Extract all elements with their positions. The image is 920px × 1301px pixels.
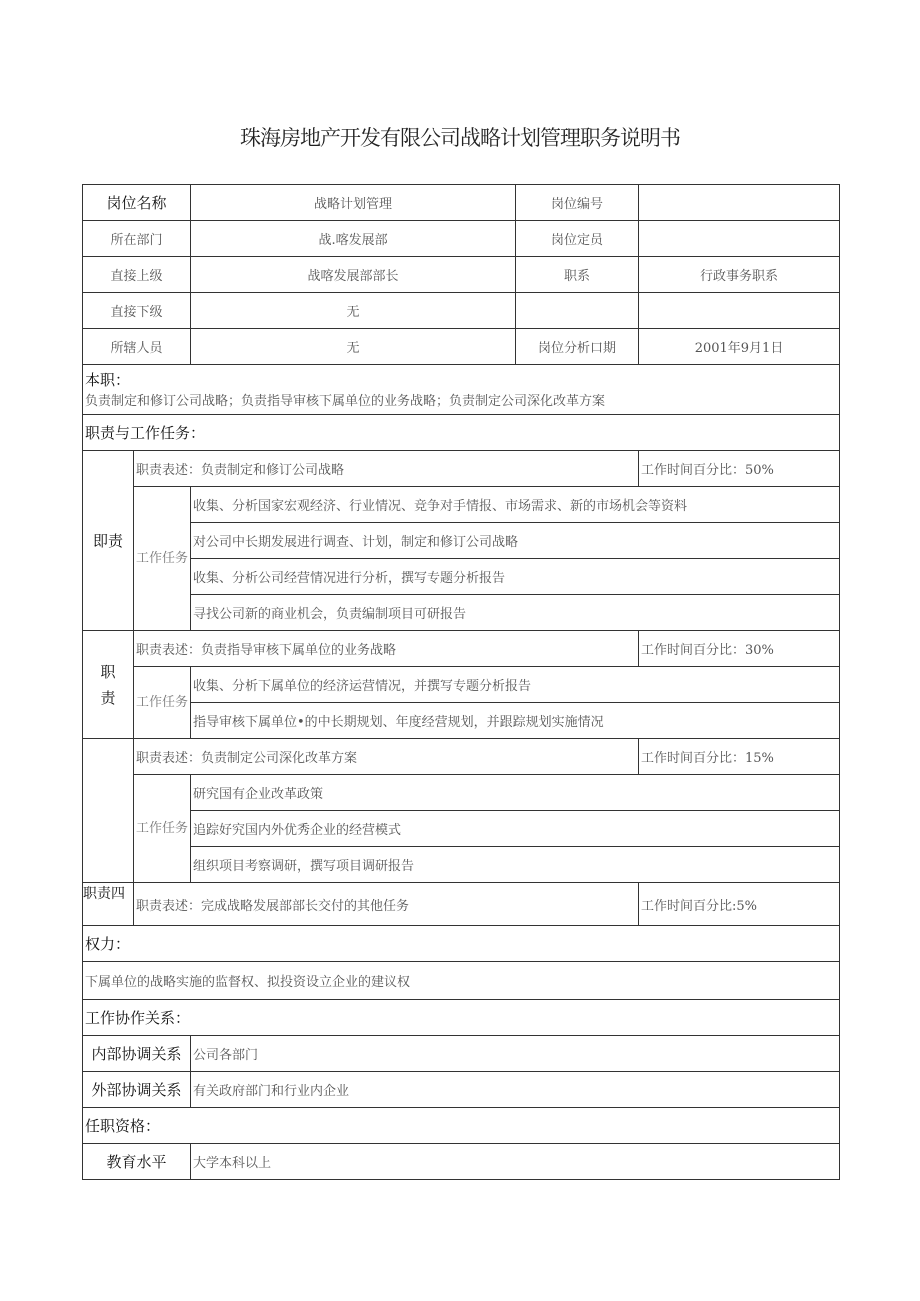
info-row bbox=[83, 257, 840, 293]
duty-name: 即责 bbox=[83, 451, 134, 631]
page-title: 珠海房地产开发有限公司战略计划管理职务说明书 bbox=[240, 126, 680, 150]
external-value: 有关政府部门和行业内企业 bbox=[191, 1072, 840, 1108]
education-value: 大学本科以上 bbox=[191, 1144, 840, 1180]
task-item: 追踪好究国内外优秀企业的经营模式 bbox=[191, 811, 840, 847]
info-value bbox=[639, 221, 840, 257]
info-label: 职系 bbox=[516, 257, 639, 293]
info-label: 岗位定员 bbox=[516, 221, 639, 257]
education-label: 教育水平 bbox=[83, 1144, 191, 1180]
main-duty-row bbox=[83, 365, 840, 415]
info-value: 战喀发展部部长 bbox=[191, 257, 516, 293]
duty-name: 职责 bbox=[83, 631, 134, 739]
info-row bbox=[83, 185, 840, 221]
info-label: 所在部门 bbox=[83, 221, 191, 257]
info-label bbox=[516, 293, 639, 329]
duties-label: 职责与工作任务： bbox=[83, 415, 840, 451]
internal-label: 内部协调关系 bbox=[83, 1036, 191, 1072]
info-label: 所辖人员 bbox=[83, 329, 191, 365]
duty-percentage: 工作时间百分比：30% bbox=[639, 631, 840, 667]
info-label: 直接下级 bbox=[83, 293, 191, 329]
task-item: 收集、分析公司经营情况进行分析，撰写专题分析报告 bbox=[191, 559, 840, 595]
info-label: 岗位编号 bbox=[516, 185, 639, 221]
duty-statement: 职责表述：负责制定和修订公司战略 bbox=[134, 451, 639, 487]
power-label: 权力： bbox=[83, 926, 840, 962]
duty-name: 职责四 bbox=[83, 883, 134, 926]
task-label: 工作任务 bbox=[134, 667, 191, 739]
duty-name bbox=[83, 739, 134, 883]
duty-statement: 职责表述：完成战略发展部部长交付的其他任务 bbox=[134, 883, 639, 926]
job-description-table bbox=[82, 184, 840, 1180]
info-label: 直接上级 bbox=[83, 257, 191, 293]
task-label: 工作任务 bbox=[134, 487, 191, 631]
info-value: 行政事务职系 bbox=[639, 257, 840, 293]
task-item: 寻找公司新的商业机会，负责编制项目可研报告 bbox=[191, 595, 840, 631]
duty-statement: 职责表述：负责制定公司深化改革方案 bbox=[134, 739, 639, 775]
task-item: 研究国有企业改革政策 bbox=[191, 775, 840, 811]
task-item: 对公司中长期发展进行调查、计划，制定和修订公司战略 bbox=[191, 523, 840, 559]
external-label: 外部协调关系 bbox=[83, 1072, 191, 1108]
task-item: 收集、分析国家宏观经济、行业情况、竞争对手情报、市场需求、新的市场机会等资料 bbox=[191, 487, 840, 523]
info-value bbox=[639, 293, 840, 329]
duty-percentage: 工作时间百分比:5% bbox=[639, 883, 840, 926]
info-value: 无 bbox=[191, 329, 516, 365]
relations-label: 工作协作关系： bbox=[83, 1000, 840, 1036]
info-value: 无 bbox=[191, 293, 516, 329]
task-label: 工作任务 bbox=[134, 775, 191, 883]
info-row bbox=[83, 221, 840, 257]
task-item: 指导审核下属单位•的中长期规划、年度经营规划，并跟踪规划实施情况 bbox=[191, 703, 840, 739]
info-value: 战.喀发展部 bbox=[191, 221, 516, 257]
internal-value: 公司各部门 bbox=[191, 1036, 840, 1072]
main-duty-label: 本职： bbox=[85, 371, 131, 389]
main-duty-text: 负责制定和修订公司战略；负责指导审核下属单位的业务战略；负责制定公司深化改革方案 bbox=[85, 394, 606, 409]
info-label: 岗位分析口期 bbox=[516, 329, 639, 365]
info-value: 战略计划管理 bbox=[191, 185, 516, 221]
qualification-label: 任职资格： bbox=[83, 1108, 840, 1144]
duty-percentage: 工作时间百分比：15% bbox=[639, 739, 840, 775]
info-label: 岗位名称 bbox=[83, 185, 191, 221]
task-item: 组织项目考察调研，撰写项目调研报告 bbox=[191, 847, 840, 883]
info-row bbox=[83, 293, 840, 329]
task-item: 收集、分析下属单位的经济运营情况，并撰写专题分析报告 bbox=[191, 667, 840, 703]
power-text: 下属单位的战略实施的监督权、拟投资设立企业的建议权 bbox=[83, 962, 840, 1000]
info-row bbox=[83, 329, 840, 365]
duty-percentage: 工作时间百分比：50% bbox=[639, 451, 840, 487]
info-value bbox=[639, 185, 840, 221]
duty-statement: 职责表述：负责指导审核下属单位的业务战略 bbox=[134, 631, 639, 667]
info-value: 2001年9月1日 bbox=[639, 329, 840, 365]
